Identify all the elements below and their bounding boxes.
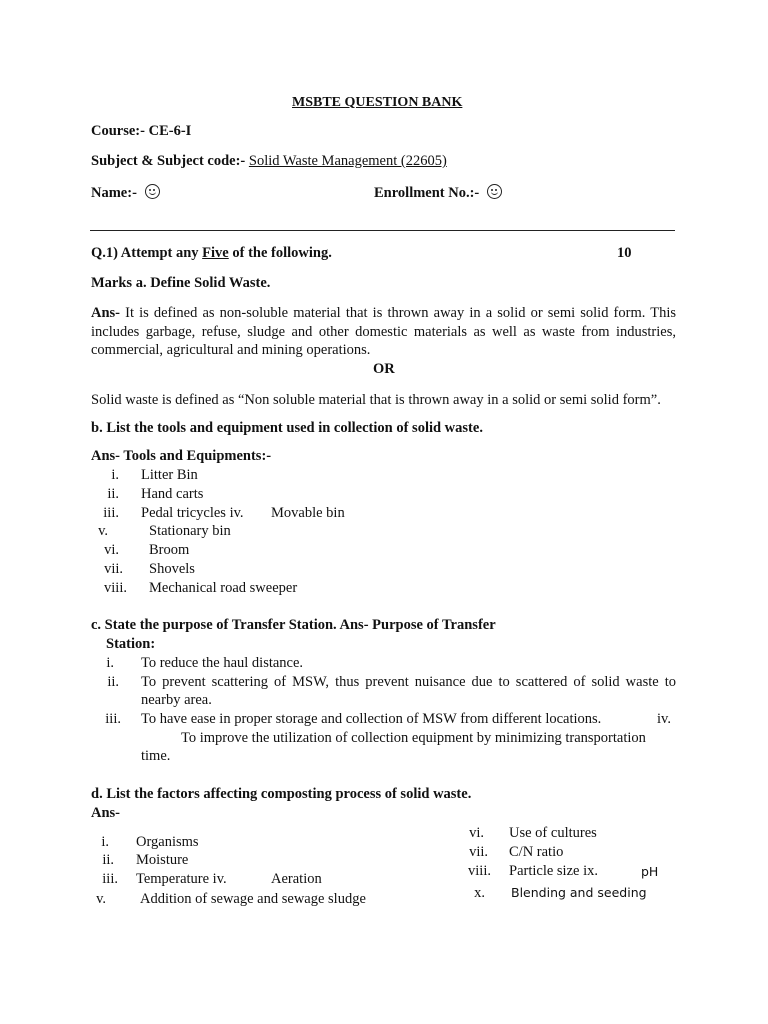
smiley-icon <box>487 184 502 199</box>
qc-question-cont: Station: <box>106 636 156 652</box>
qa-ans-label: Ans- <box>91 305 121 321</box>
name-label: Name:- <box>91 185 137 201</box>
qa-question: Marks a. Define Solid Waste. <box>91 275 271 291</box>
q1-emphasis: Five <box>202 245 229 261</box>
subject-line <box>91 153 447 170</box>
list-item: Litter Bin <box>141 467 198 483</box>
list-item-number: vi. <box>104 542 119 558</box>
list-item: Stationary bin <box>149 523 231 539</box>
course-line <box>91 123 191 140</box>
enrollment-label: Enrollment No.:- <box>374 185 480 201</box>
qa-alt-answer: Solid waste is defined as “Non soluble material that is thrown away in a solid or semi solid form”. <box>91 392 661 408</box>
q1-suffix: of the following. <box>228 245 332 261</box>
smiley-icon <box>145 184 160 199</box>
q1-heading <box>91 245 332 262</box>
list-item: Pedal tricycles iv. <box>141 505 244 521</box>
list-item: Hand carts <box>141 486 204 502</box>
list-item-cont: nearby area. <box>141 692 212 708</box>
list-item-number: ii. <box>102 852 114 868</box>
list-item: Use of cultures <box>509 825 597 841</box>
list-item-number: ii. <box>107 486 119 502</box>
qa-answer <box>91 304 676 360</box>
list-item: Aeration <box>271 871 322 887</box>
list-item-number: iii. <box>103 505 119 521</box>
list-item: To have ease in proper storage and collection of MSW from different locations. <box>141 711 602 727</box>
horizontal-divider <box>90 230 675 231</box>
list-item-number: vi. <box>469 825 484 841</box>
list-item-number: ii. <box>107 674 119 690</box>
subject-value: Solid Waste Management (22605) <box>248 153 447 169</box>
list-item: Shovels <box>149 561 195 577</box>
list-item: Temperature iv. <box>136 871 227 887</box>
list-item: Mechanical road sweeper <box>149 580 298 596</box>
list-item: Organisms <box>136 834 199 850</box>
q1-prefix: Q.1) Attempt any <box>91 245 203 261</box>
enrollment-line <box>374 184 502 202</box>
qb-answer-heading: Ans- Tools and Equipments:- <box>91 448 272 464</box>
list-item: Movable bin <box>271 505 345 521</box>
list-item-number: v. <box>96 891 106 907</box>
list-item: Moisture <box>136 852 189 868</box>
q1-marks: 10 <box>617 245 632 261</box>
qd-question: d. List the factors affecting composting process of solid waste. <box>91 786 472 802</box>
list-item: To prevent scattering of MSW, thus prevent nuisance due to scattered of solid waste to <box>141 674 676 690</box>
list-item: C/N ratio <box>509 844 564 860</box>
list-item: Blending and seeding <box>511 885 647 900</box>
list-item-number: x. <box>474 885 485 901</box>
qc-question: c. State the purpose of Transfer Station. Ans- Purpose of Transfer <box>91 617 496 633</box>
list-item: Addition of sewage and sewage sludge <box>140 891 366 907</box>
list-item: Broom <box>149 542 190 558</box>
qb-question: b. List the tools and equipment used in collection of solid waste. <box>91 420 483 436</box>
list-item-number: iii. <box>105 711 121 727</box>
list-item: To improve the utilization of collection equipment by minimizing transportation <box>181 730 646 746</box>
list-item-number: i. <box>106 655 114 671</box>
list-item-number: i. <box>101 834 109 850</box>
list-item-number: iv. <box>657 711 671 727</box>
list-item-number: v. <box>98 523 108 539</box>
course-label: Course:- <box>91 123 145 139</box>
list-item: pH <box>641 864 659 879</box>
list-item-number: iii. <box>102 871 118 887</box>
name-line <box>91 184 160 202</box>
document-title: MSBTE QUESTION BANK <box>292 95 463 110</box>
list-item: Particle size ix. <box>509 863 598 879</box>
list-item-cont: time. <box>141 748 171 764</box>
qd-answer-label: Ans- <box>91 805 121 821</box>
list-item-number: viii. <box>468 863 491 879</box>
list-item: To reduce the haul distance. <box>141 655 304 671</box>
subject-label: Subject & Subject code:- <box>91 153 246 169</box>
list-item-number: vii. <box>104 561 123 577</box>
qa-ans-text: It is defined as non-soluble material that is thrown away in a solid or semi solid form. This includes garbage, refuse, sludge and other domestic materials as well as waste from industries, commercial, agricultural and mining operations. <box>91 305 676 358</box>
course-value: CE-6-I <box>148 123 192 139</box>
list-item-number: vii. <box>469 844 488 860</box>
list-item-number: i. <box>111 467 119 483</box>
or-divider-text: OR <box>373 361 395 377</box>
list-item-number: viii. <box>104 580 127 596</box>
